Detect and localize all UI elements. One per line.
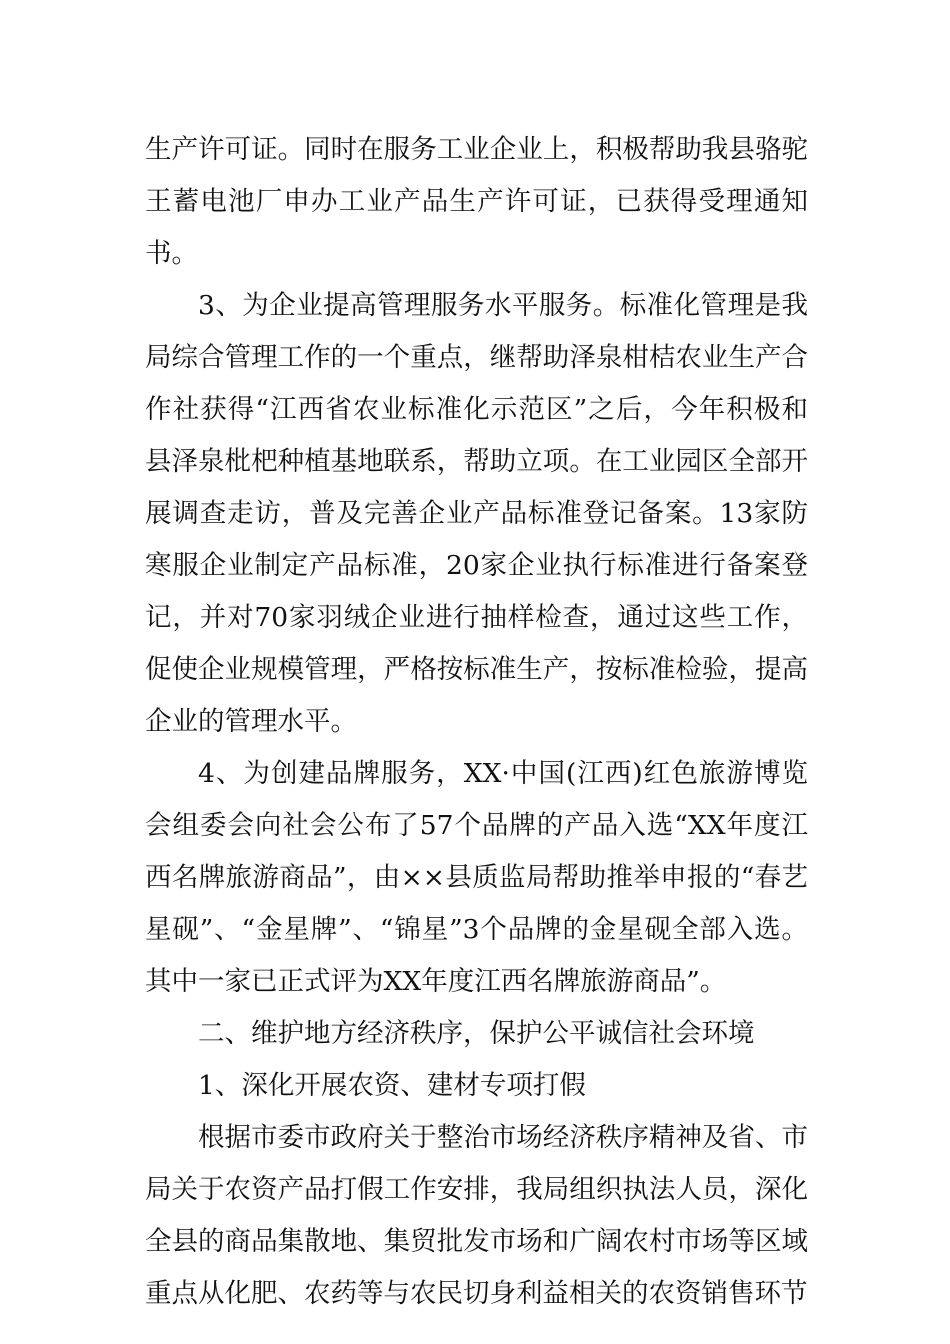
subsection-heading-1: 1、深化开展农资、建材专项打假: [198, 1070, 586, 1101]
paragraph-item-4: 4、为创建品牌服务，XX·中国(江西)红色旅游博览会组委会向社会公布了57个品牌的产品入选“XX年度江西名牌旅游商品”，由××县质监局帮助推举申报的“春艺星砚”、“金星牌”、“锦星”3个品牌的金星砚全部入选。其中一家已正式评为XX年度江西名牌旅游商品”。: [145, 758, 808, 997]
document-body: [145, 124, 808, 1320]
paragraph-body: 根据市委市政府关于整治市场经济秩序精神及省、市局关于农资产品打假工作安排，我局组织执法人员，深化全县的商品集散地、集贸批发市场和广阔农村市场等区域重点从化肥、农药等与农民切身利益相关的农资销售环节: [145, 1122, 808, 1309]
paragraph-continuation: 生产许可证。同时在服务工业企业上，积极帮助我县骆驼王蓄电池厂申办工业产品生产许可证，已获得受理通知书。: [145, 134, 808, 269]
section-heading-2: 二、维护地方经济秩序，保护公平诚信社会环境: [198, 1018, 755, 1049]
paragraph-item-3: 3、为企业提高管理服务水平服务。标准化管理是我局综合管理工作的一个重点，继帮助泽泉柑桔农业生产合作社获得“江西省农业标准化示范区”之后，今年积极和县泽泉枇杷种植基地联系，帮助立项。在工业园区全部开展调查走访，普及完善企业产品标准登记备案。13家防寒服企业制定产品标准，20家企业执行标准进行备案登记，并对70家羽绒企业进行抽样检查，通过这些工作，促使企业规模管理，严格按标准生产，按标准检验，提高企业的管理水平。: [145, 290, 808, 737]
